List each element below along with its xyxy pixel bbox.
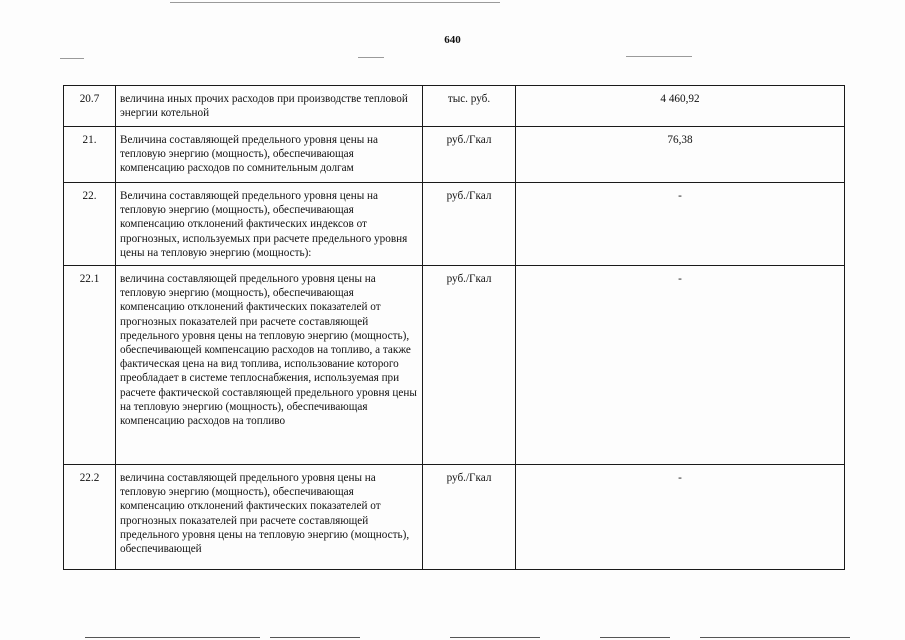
scan-artifact-top (170, 2, 500, 3)
row-number: 20.7 (64, 86, 116, 127)
row-unit: руб./Гкал (423, 465, 516, 570)
row-description: величина составляющей предельного уровня цены на тепловую энергию (мощность), обеспечивающая компенсацию отклонений фактических показателей от прогнозных показателей при расчете составляющей предельного уровня цены на тепловую энергию (мощность), обеспечивающей (116, 465, 423, 570)
bottom-rule (450, 637, 540, 638)
row-value: - (516, 465, 845, 570)
table-row (64, 86, 845, 127)
scan-artifact-center (358, 57, 384, 58)
row-unit: руб./Гкал (423, 183, 516, 266)
page-number: 640 (444, 34, 461, 46)
row-number: 22.1 (64, 266, 116, 465)
row-unit: тыс. руб. (423, 86, 516, 127)
expense-table (63, 85, 845, 570)
row-value: - (516, 266, 845, 465)
scan-artifact-left (60, 58, 84, 59)
bottom-rule (600, 637, 670, 638)
row-description: величина составляющей предельного уровня цены на тепловую энергию (мощность), обеспечивающая компенсацию отклонений фактических показателей от прогнозных показателей при расчете составляющей предельного уровня цены на тепловую энергию (мощность), обеспечивающей компенсацию расходов на топливо, а также фактическая цена на вид топлива, использование которого преобладает в системе теплоснабжения, используемая при расчете фактической составляющей предельного уровня цены на тепловую энергию (мощность), обеспечивающая компенсацию расходов на топливо (116, 266, 423, 465)
bottom-rule (85, 637, 260, 638)
table-row (64, 183, 845, 266)
row-description: Величина составляющей предельного уровня цены на тепловую энергию (мощность), обеспечивающая компенсацию отклонений фактических индексов от прогнозных, используемых при расчете предельного уровня цены на тепловую энергию (мощность): (116, 183, 423, 266)
table-row (64, 465, 845, 570)
row-number: 22.2 (64, 465, 116, 570)
bottom-rule (700, 637, 850, 638)
scan-artifact-right (626, 56, 692, 57)
table-row (64, 127, 845, 183)
row-value: 76,38 (516, 127, 845, 183)
row-description: величина иных прочих расходов при производстве тепловой энергии котельной (116, 86, 423, 127)
table-row (64, 266, 845, 465)
row-number: 22. (64, 183, 116, 266)
row-value: - (516, 183, 845, 266)
row-number: 21. (64, 127, 116, 183)
row-unit: руб./Гкал (423, 127, 516, 183)
bottom-rule (270, 637, 360, 638)
row-value: 4 460,92 (516, 86, 845, 127)
row-unit: руб./Гкал (423, 266, 516, 465)
row-description: Величина составляющей предельного уровня цены на тепловую энергию (мощность), обеспечивающая компенсацию расходов по сомнительным долгам (116, 127, 423, 183)
